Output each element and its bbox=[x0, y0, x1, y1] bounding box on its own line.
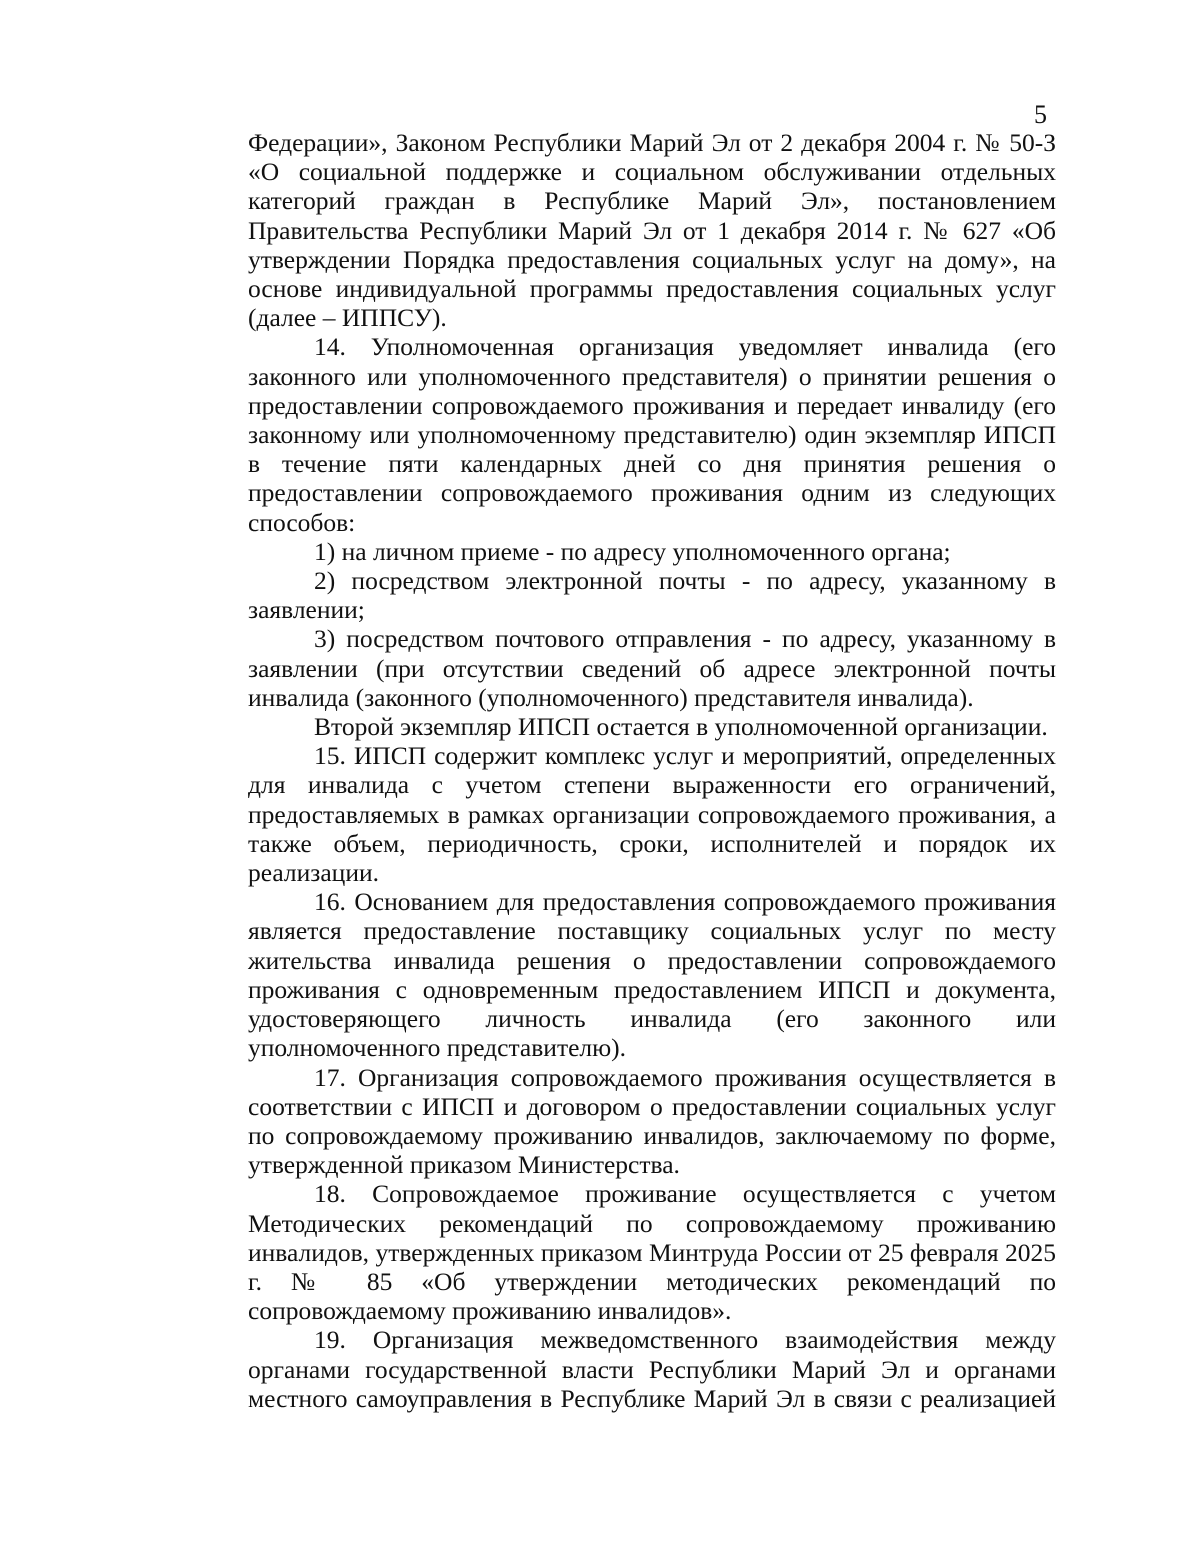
list-item-3: 3) посредством почтового отправления - по адресу, указанному в заявлении (при отсутствии сведений об адресе электронной почты инвалида (законного (уполномоченного) представителя инвалида). bbox=[248, 624, 1056, 712]
paragraph-17: 17. Организация сопровождаемого проживания осуществляется в соответствии с ИПСП и договором о предоставлении социальных услуг по сопровождаемому проживанию инвалидов, заключаемому по форме, утвержденной приказом Министерства. bbox=[248, 1062, 1056, 1180]
paragraph-18: 18. Сопровождаемое проживание осуществляется с учетом Методических рекомендаций по сопровождаемому проживанию инвалидов, утвержденных приказом Минтруда России от 25 февраля 2025 г. № 85 «Об утверждении методических рекомендаций по сопровождаемому проживанию инвалидов». bbox=[248, 1179, 1056, 1326]
paragraph-19: 19. Организация межведомственного взаимодействия между органами государственной власти Республики Марий Эл и органами местного самоуправления в Республике Марий Эл в связи с реализацией bbox=[248, 1325, 1056, 1413]
paragraph-15: 15. ИПСП содержит комплекс услуг и мероприятий, определенных для инвалида с учетом степени выраженности его ограничений, предоставляемых в рамках организации сопровождаемого проживания, а также объем, периодичность, сроки, исполнителей и порядок их реализации. bbox=[248, 741, 1056, 888]
page-number: 5 bbox=[1034, 100, 1047, 129]
paragraph-second-copy: Второй экземпляр ИПСП остается в уполномоченной организации. bbox=[314, 712, 1048, 742]
document-body bbox=[248, 128, 1056, 1413]
paragraph-14: 14. Уполномоченная организация уведомляет инвалида (его законного или уполномоченного представителя) о принятии решения о предоставлении сопровождаемого проживания и передает инвалиду (его законному или уполномоченному представителю) один экземпляр ИПСП в течение пяти календарных дней со дня принятия решения о предоставлении сопровождаемого проживания одним из следующих способов: bbox=[248, 332, 1056, 537]
list-item-1: 1) на личном приеме - по адресу уполномоченного органа; bbox=[314, 536, 951, 566]
list-item-2: 2) посредством электронной почты - по адресу, указанному в заявлении; bbox=[248, 566, 1056, 625]
paragraph-16: 16. Основанием для предоставления сопровождаемого проживания является предоставление поставщику социальных услуг по месту жительства инвалида решения о предоставлении сопровождаемого проживания с одновременным предоставлением ИПСП и документа, удостоверяющего личность инвалида (его законного или уполномоченного представителю). bbox=[248, 887, 1056, 1063]
paragraph-continuation: Федерации», Законом Республики Марий Эл от 2 декабря 2004 г. № 50-З «О социальной поддержке и социальном обслуживании отдельных категорий граждан в Республике Марий Эл», постановлением Правительства Республики Марий Эл от 1 декабря 2014 г. № 627 «Об утверждении Порядка предоставления социальных услуг на дому», на основе индивидуальной программы предоставления социальных услуг (далее – ИППСУ). bbox=[248, 128, 1056, 333]
